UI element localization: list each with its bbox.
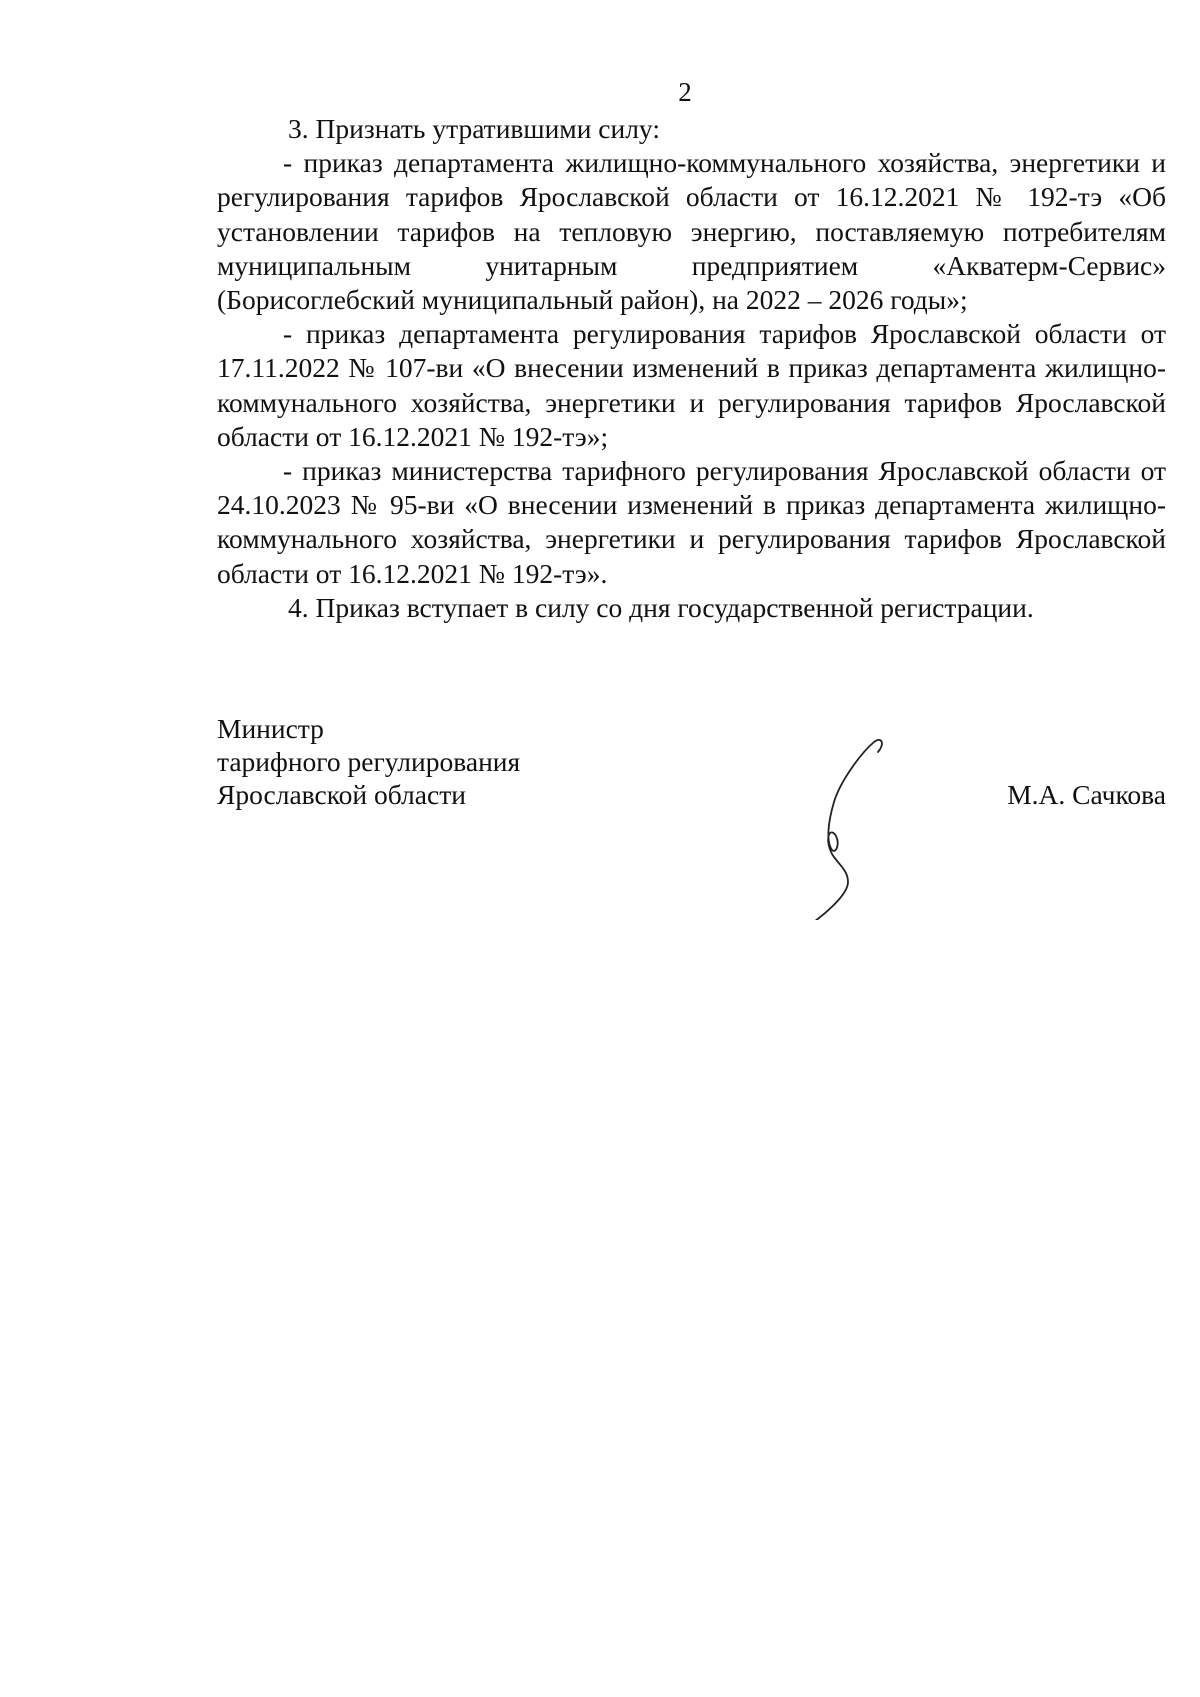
signatory-position-line: Министр [217, 713, 324, 744]
paragraph-order-192-te: - приказ департамента жилищно-коммунального хозяйства, энергетики и регулирования тарифов Ярославской области от 16.12.2021 № 192-тэ «Об установлении тарифов на тепловую энергию, поставляемую потребителям муниципальным унитарным предприятием «Акватерм-Сервис» (Борисоглебский муниципальный район), на 2022 – 2026 годы»; [217, 147, 1166, 316]
handwritten-signature [790, 730, 910, 920]
signatory-name: М.А. Сачкова [1007, 779, 1166, 810]
signatory-position [217, 712, 520, 811]
paragraph-order-107-vi: - приказ департамента регулирования тарифов Ярославской области от 17.11.2022 № 107-ви «О внесении изменений в приказ департамента жилищно-коммунального хозяйства, энергетики и регулирования тарифов Ярославской области от 16.12.2021 № 192-тэ»; [217, 318, 1166, 452]
paragraph-item-4: 4. Приказ вступает в силу со дня государственной регистрации. [288, 591, 1034, 623]
signatory-position-line: Ярославской области [217, 779, 466, 810]
page-number: 2 [678, 77, 692, 107]
paragraph-order-95-vi: - приказ министерства тарифного регулирования Ярославской области от 24.10.2023 № 95-ви «О внесении изменений в приказ департамента жилищно-коммунального хозяйства, энергетики и регулирования тарифов Ярославской области от 16.12.2021 № 192-тэ». [217, 455, 1166, 589]
document-body [217, 112, 1166, 625]
paragraph-item-3: 3. Признать утратившими силу: [288, 113, 660, 144]
signatory-position-line: тарифного регулирования [217, 746, 521, 777]
